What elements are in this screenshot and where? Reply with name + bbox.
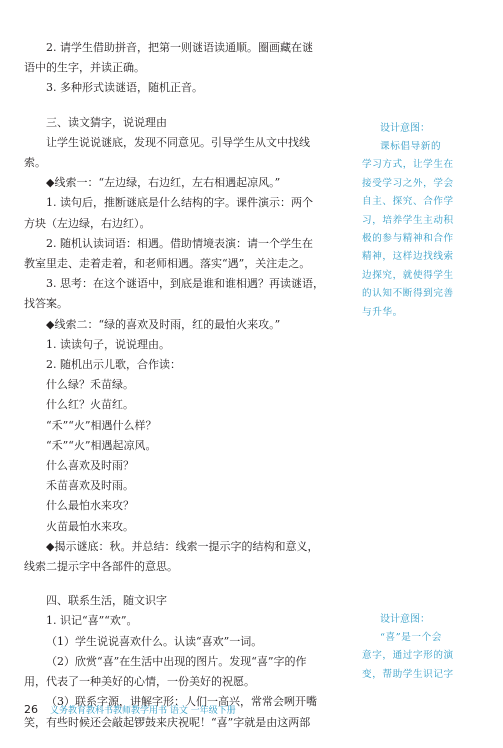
body-line: “禾”“火”相遇起凉风。 [46,438,157,452]
body-line: 2. 随机认读词语：相遇。借助情境表演：请一个学生在 [46,236,313,250]
body-line: 1. 读读句子，说说理由。 [46,337,170,351]
body-line: ◆线索一：“左边绿，右边红，左右相遇起凉风。” [46,176,281,190]
body-line: 3. 多种形式读谜语，随机正音。 [46,81,203,95]
book-title: 义务教育教科书教师教学用书 语文 一年级下册 [50,705,236,716]
body-line: ◆揭示谜底：秋。并总结：线索一提示字的结构和意义， [46,539,319,553]
body-line: （3）联系字源，讲解字形：人们一高兴，常常会咧开嘴 [46,695,317,709]
body-line: 索。 [24,156,46,170]
body-line: 什么红？火苗红。 [46,398,134,412]
body-line: 2. 请学生借助拼音，把第一则谜语读通顺。圈画藏在谜 [46,41,313,54]
body-line: 1. 识记“喜”“欢”。 [46,614,138,628]
design-intent-note-1 [362,120,472,322]
body-line: 四、联系生活，随文识字 [46,594,167,608]
design-intent-note-2 [362,611,472,684]
note-line: 接受学习之外，学会 [362,177,454,189]
body-line: 什么绿？禾苗绿。 [46,378,134,392]
body-line: 什么喜欢及时雨？ [46,459,134,473]
note-line: 与升华。 [362,306,403,318]
body-line: 2. 随机出示儿歌，合作读： [46,358,181,372]
body-line: 什么最怕水来攻？ [46,499,134,513]
body-line: 找答案。 [24,297,68,311]
note-line: 边探究，就使得学生 [362,269,454,281]
page-footer [24,701,484,717]
paragraph-gap [24,99,342,113]
body-line: 用，代表了一种美好的心情，一份美好的祝愿。 [24,675,255,689]
body-line: （2）欣赏“喜”在生活中出现的图片。发现“喜”字的作 [46,654,307,668]
body-line: ◆线索二：“绿的喜欢及时雨，红的最怕火来攻。” [46,317,281,331]
page-number: 26 [24,702,38,716]
note-title: 设计意图： [380,123,430,134]
body-line: 方块（左边绿，右边红）。 [24,216,151,230]
note-line: 习，培养学生主动积 [362,214,454,226]
note-line: 学习方式，让学生在 [362,159,454,171]
body-line: 禾苗喜欢及时雨。 [46,479,134,493]
note-line: 精神，这样边找线索 [362,251,454,263]
note-line: 变，帮助学生识记字 [362,668,454,680]
note-line: “喜”是一个会 [380,632,442,643]
paragraph-gap [24,577,342,591]
note-line: 意字，通过字形的演 [362,650,454,662]
body-line: 让学生说说谜底，发现不同意见。引导学生从文中找线 [46,135,310,149]
note-line: 极的参与精神和合作 [362,233,454,245]
body-line: （1）学生说说喜欢什么。认读“喜欢”一词。 [46,634,263,648]
note-line: 自主、探究、合作学 [362,196,454,208]
body-line: “禾”“火”相遇什么样？ [46,418,157,432]
body-line: 语中的生字，并读正确。 [24,61,145,75]
note-line: 的认知不断得到完善 [362,288,454,300]
body-line: 三、读文猜字，说说理由 [46,115,167,129]
body-line: 火苗最怕水来攻。 [46,519,134,533]
body-line: 3. 思考：在这个谜语中，到底是谁和谁相遇？再读谜语， [46,277,324,291]
body-line: 笑，有些时候还会敲起锣鼓来庆祝呢！“喜”字就是由这两部 [24,715,311,729]
body-line: 教室里走、走着走着，和老师相遇。落实“遇”，关注走之。 [24,257,311,271]
main-text [24,38,342,733]
body-line: 1. 读句后，推断谜底是什么结构的字。课件演示：两个 [46,196,313,210]
body-line: 线索二提示字中各部件的意思。 [24,560,178,574]
note-line: 课标倡导新的 [380,141,442,152]
note-title: 设计意图： [380,614,430,625]
